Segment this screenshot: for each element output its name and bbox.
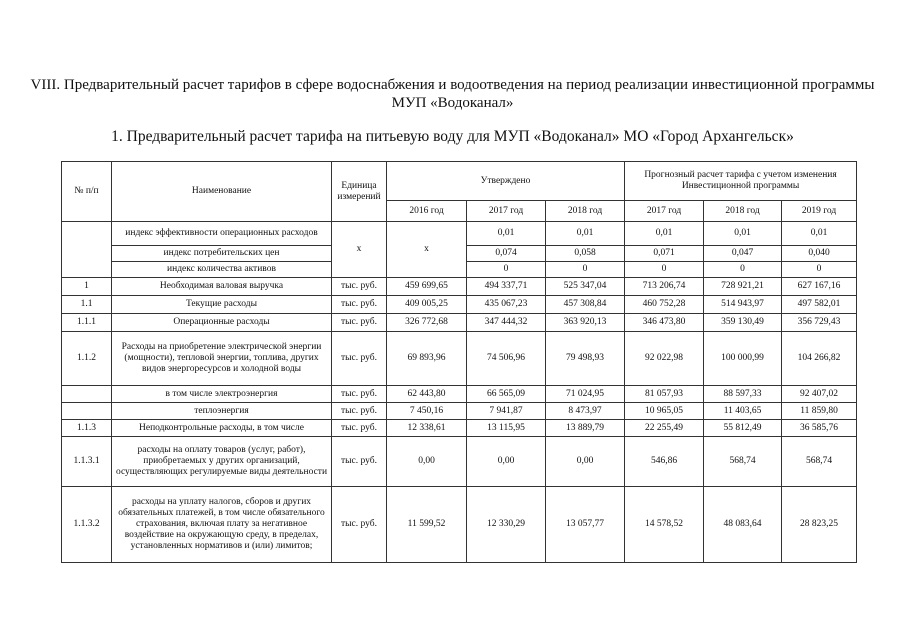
row-name: теплоэнергия — [112, 403, 332, 420]
row-unit: тыс. руб. — [332, 296, 387, 314]
row-value: 62 443,80 — [387, 386, 467, 403]
row-unit: тыс. руб. — [332, 420, 387, 437]
row-value: 0 — [704, 262, 782, 278]
row-value: 13 889,79 — [546, 420, 625, 437]
row-value: 728 921,21 — [704, 278, 782, 296]
row-value: 92 407,02 — [782, 386, 857, 403]
table-row — [62, 403, 857, 420]
row-unit: тыс. руб. — [332, 437, 387, 487]
row-num: 1.1.1 — [62, 314, 112, 332]
table-row — [62, 222, 857, 246]
row-value: 494 337,71 — [467, 278, 546, 296]
row-value: 0,040 — [782, 246, 857, 262]
row-num: 1.1 — [62, 296, 112, 314]
row-num: 1.1.3 — [62, 420, 112, 437]
row-value: 0 — [467, 262, 546, 278]
row-unit: тыс. руб. — [332, 278, 387, 296]
section-subtitle: 1. Предварительный расчет тарифа на питьевую воду для МУП «Водоканал» МО «Город Архангельск» — [111, 128, 794, 145]
row-value: 0,00 — [546, 437, 625, 487]
row-name: в том числе электроэнергия — [112, 386, 332, 403]
row-value: 11 599,52 — [387, 487, 467, 563]
row-unit: х — [332, 222, 387, 278]
row-value: 104 266,82 — [782, 332, 857, 386]
row-value: 28 823,25 — [782, 487, 857, 563]
row-name: расходы на уплату налогов, сборов и других обязательных платежей, в том числе обязательного страхования, включая плату за негативное воздействие на окружающую среду, в пределах, установленных нормативов и (или) лимитов; — [112, 487, 332, 563]
header-forecast: Прогнозный расчет тарифа с учетом изменения Инвестиционной программы — [625, 162, 857, 201]
row-num: 1.1.3.2 — [62, 487, 112, 563]
table-row — [62, 386, 857, 403]
row-name: Операционные расходы — [112, 314, 332, 332]
row-num — [62, 386, 112, 403]
row-value: 0,00 — [387, 437, 467, 487]
row-name: индекс потребительских цен — [112, 246, 332, 262]
row-value: 12 338,61 — [387, 420, 467, 437]
row-value: 326 772,68 — [387, 314, 467, 332]
row-value: 0,00 — [467, 437, 546, 487]
row-value: 7 450,16 — [387, 403, 467, 420]
row-value: 0,01 — [782, 222, 857, 246]
row-value: 12 330,29 — [467, 487, 546, 563]
table-row — [62, 487, 857, 563]
row-value: 457 308,84 — [546, 296, 625, 314]
row-value: 409 005,25 — [387, 296, 467, 314]
table-row — [62, 332, 857, 386]
header-unit: Единица измерений — [332, 162, 387, 222]
table-row — [62, 314, 857, 332]
row-value: 81 057,93 — [625, 386, 704, 403]
row-num — [62, 222, 112, 278]
row-name: индекс количества активов — [112, 262, 332, 278]
row-num: 1.1.2 — [62, 332, 112, 386]
row-value: 100 000,99 — [704, 332, 782, 386]
row-value: 525 347,04 — [546, 278, 625, 296]
row-value: 0,01 — [625, 222, 704, 246]
section-title: VIII. Предварительный расчет тарифов в сфере водоснабжения и водоотведения на период реализации инвестиционной программы МУП «Водоканал» — [30, 77, 875, 111]
row-value: 460 752,28 — [625, 296, 704, 314]
row-value: 11 859,80 — [782, 403, 857, 420]
row-value: 435 067,23 — [467, 296, 546, 314]
row-value: 359 130,49 — [704, 314, 782, 332]
row-value: 363 920,13 — [546, 314, 625, 332]
header-year: 2016 год — [387, 201, 467, 222]
row-value: 36 585,76 — [782, 420, 857, 437]
header-row — [62, 162, 857, 201]
row-value: 13 057,77 — [546, 487, 625, 563]
row-name: расходы на оплату товаров (услуг, работ), приобретаемых у других организаций, осуществляющих регулируемые виды деятельности — [112, 437, 332, 487]
table-row — [62, 420, 857, 437]
row-unit: тыс. руб. — [332, 403, 387, 420]
row-value: 356 729,43 — [782, 314, 857, 332]
row-value: 568,74 — [782, 437, 857, 487]
row-value: 0,01 — [704, 222, 782, 246]
table-row — [62, 278, 857, 296]
row-value: 0,047 — [704, 246, 782, 262]
row-unit: тыс. руб. — [332, 487, 387, 563]
row-unit: тыс. руб. — [332, 386, 387, 403]
row-value: 13 115,95 — [467, 420, 546, 437]
header-num: № п/п — [62, 162, 112, 222]
row-value: 0,01 — [546, 222, 625, 246]
header-year: 2018 год — [704, 201, 782, 222]
row-name: Неподконтрольные расходы, в том числе — [112, 420, 332, 437]
row-value: 0,058 — [546, 246, 625, 262]
row-value: 71 024,95 — [546, 386, 625, 403]
row-value: 66 565,09 — [467, 386, 546, 403]
row-name: Текущие расходы — [112, 296, 332, 314]
row-value: 0,074 — [467, 246, 546, 262]
row-value: 10 965,05 — [625, 403, 704, 420]
row-name: Расходы на приобретение электрической энергии (мощности), тепловой энергии, топлива, других видов энергоресурсов и холодной воды — [112, 332, 332, 386]
row-value: 14 578,52 — [625, 487, 704, 563]
row-value: 0 — [546, 262, 625, 278]
row-value: 92 022,98 — [625, 332, 704, 386]
row-value: 69 893,96 — [387, 332, 467, 386]
row-num: 1.1.3.1 — [62, 437, 112, 487]
row-name: Необходимая валовая выручка — [112, 278, 332, 296]
row-value: 546,86 — [625, 437, 704, 487]
row-value: 11 403,65 — [704, 403, 782, 420]
row-value: 0 — [625, 262, 704, 278]
header-year: 2017 год — [625, 201, 704, 222]
row-unit: тыс. руб. — [332, 314, 387, 332]
row-value: 8 473,97 — [546, 403, 625, 420]
tariff-table — [61, 161, 857, 563]
row-value: 346 473,80 — [625, 314, 704, 332]
row-value: 55 812,49 — [704, 420, 782, 437]
row-value: х — [387, 222, 467, 278]
header-year: 2018 год — [546, 201, 625, 222]
row-num — [62, 403, 112, 420]
row-value: 7 941,87 — [467, 403, 546, 420]
row-value: 79 498,93 — [546, 332, 625, 386]
header-year: 2019 год — [782, 201, 857, 222]
row-value: 0 — [782, 262, 857, 278]
row-unit: тыс. руб. — [332, 332, 387, 386]
header-approved: Утверждено — [387, 162, 625, 201]
row-value: 22 255,49 — [625, 420, 704, 437]
row-value: 0,071 — [625, 246, 704, 262]
row-num: 1 — [62, 278, 112, 296]
row-name: индекс эффективности операционных расходов — [112, 222, 332, 246]
header-name: Наименование — [112, 162, 332, 222]
row-value: 568,74 — [704, 437, 782, 487]
row-value: 74 506,96 — [467, 332, 546, 386]
row-value: 0,01 — [467, 222, 546, 246]
row-value: 48 083,64 — [704, 487, 782, 563]
row-value: 459 699,65 — [387, 278, 467, 296]
header-year: 2017 год — [467, 201, 546, 222]
row-value: 88 597,33 — [704, 386, 782, 403]
table-row — [62, 296, 857, 314]
row-value: 514 943,97 — [704, 296, 782, 314]
row-value: 347 444,32 — [467, 314, 546, 332]
row-value: 627 167,16 — [782, 278, 857, 296]
row-value: 497 582,01 — [782, 296, 857, 314]
table-row — [62, 437, 857, 487]
row-value: 713 206,74 — [625, 278, 704, 296]
